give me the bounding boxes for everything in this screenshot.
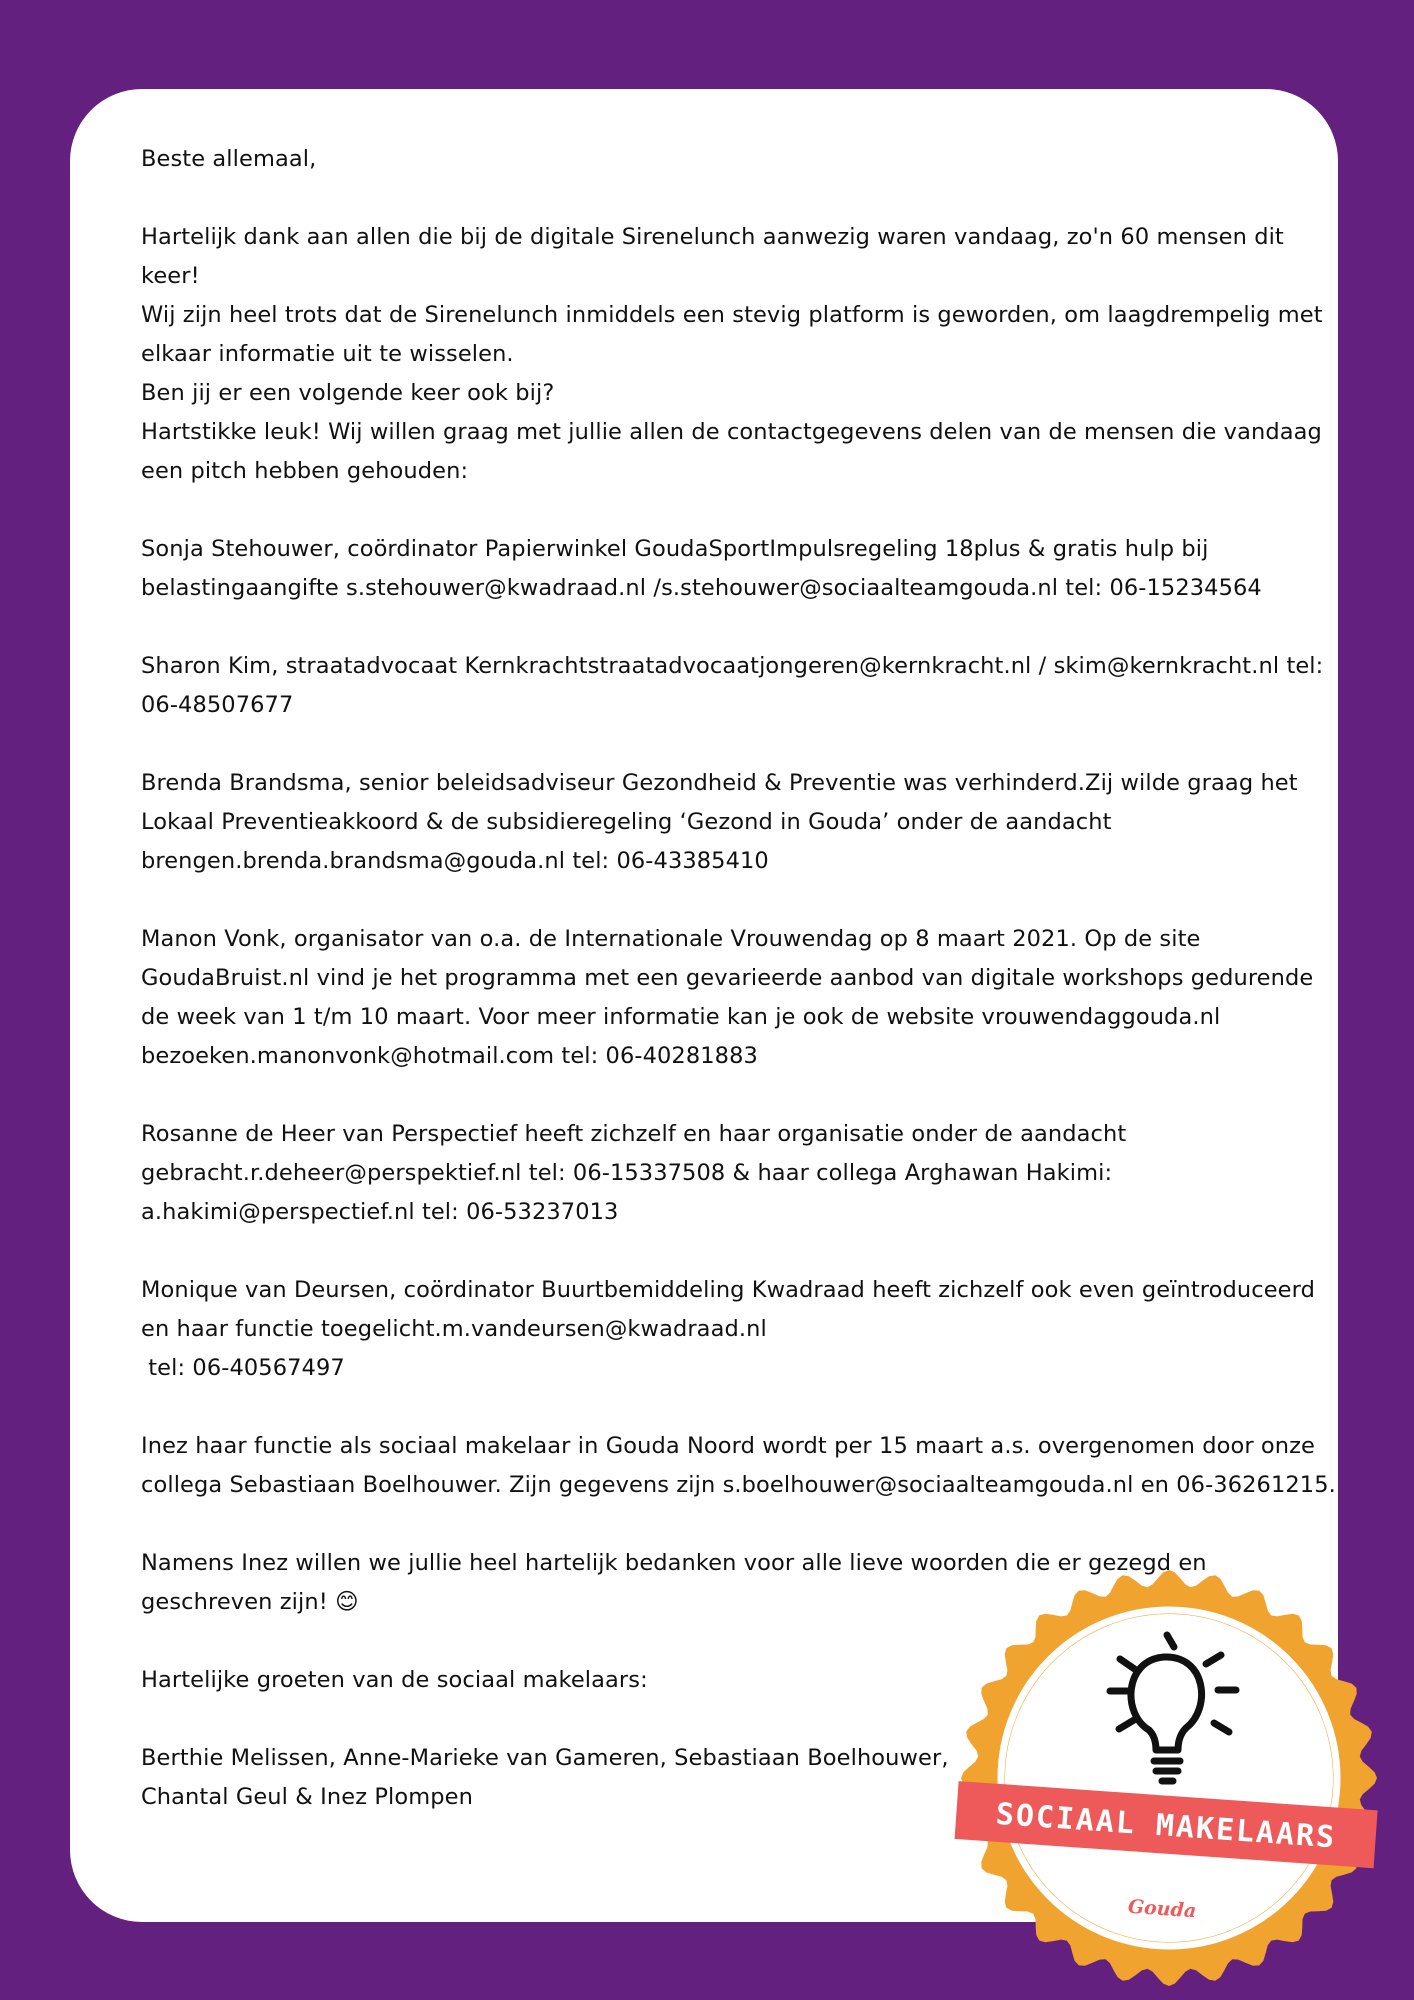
sociaal-makelaars-badge [944, 1560, 1384, 1990]
pitch-rosanne: Rosanne de Heer van Perspectief heeft zichzelf en haar organisatie onder de aandacht gebracht.r.deheer@perspektief.nl tel: 06-15337508 & haar collega Arghawan Hakimi: a.hakimi@perspectief.nl tel: 06-53237013 [141, 1121, 1127, 1225]
pitch-sharon: Sharon Kim, straatadvocaat Kernkrachtstraatadvocaatjongeren@kernkracht.nl / skim@kernkracht.nl tel: 06-48507677 [141, 653, 1324, 718]
pitch-monique [141, 1271, 1341, 1388]
pitch-manon: Manon Vonk, organisator van o.a. de Internationale Vrouwendag op 8 maart 2021. Op de site GoudaBruist.nl vind je het programma met een gevarieerde aanbod van digitale workshops gedurende de week van 1 t/m 10 maart. Voor meer informatie kan je ook de website vrouwendaggouda.nl bezoeken.manonvonk@hotmail.com tel: 06-40281883 [141, 926, 1314, 1069]
intro-line: Ben jij er een volgende keer ook bij? [141, 380, 555, 406]
pitch-sonja: Sonja Stehouwer, coördinator Papierwinkel GoudaSportImpulsregeling 18plus & gratis hulp bij belastingaangifte s.stehouwer@kwadraad.nl /s.stehouwer@sociaalteamgouda.nl tel: 06-15234564 [141, 536, 1262, 601]
thanks-paragraph: Namens Inez willen we jullie heel hartelijk bedanken voor alle lieve woorden die er gezegd en geschreven zijn! 😊 [141, 1550, 1207, 1615]
pitch-brenda: Brenda Brandsma, senior beleidsadviseur Gezondheid & Preventie was verhinderd.Zij wilde graag het Lokaal Preventieakkoord & de subsidieregeling ‘Gezond in Gouda’ onder de aandacht brengen.brenda.brandsma@gouda.nl tel: 06-43385410 [141, 770, 1298, 874]
greeting: Beste allemaal, [141, 146, 317, 172]
badge-subtitle: Gouda [1127, 1895, 1197, 1923]
monique-line: Monique van Deursen, coördinator Buurtbemiddeling Kwadraad heeft zichzelf ook even geïntroduceerd en haar functie toegelicht.m.vandeursen@kwadraad.nl [141, 1277, 1315, 1342]
signature-line: Chantal Geul & Inez Plompen [141, 1784, 473, 1810]
intro-paragraph [141, 218, 1341, 491]
signature-line: Berthie Melissen, Anne-Marieke van Gameren, Sebastiaan Boelhouwer, [141, 1745, 949, 1771]
monique-phone: tel: 06-40567497 [141, 1355, 345, 1381]
intro-line: Hartstikke leuk! Wij willen graag met jullie allen de contactgegevens delen van de mensen die vandaag een pitch hebben gehouden: [141, 419, 1322, 484]
inez-paragraph: Inez haar functie als sociaal makelaar in Gouda Noord wordt per 15 maart a.s. overgenomen door onze collega Sebastiaan Boelhouwer. Zijn gegevens zijn s.boelhouwer@sociaalteamgouda.nl en 06-36261215. [141, 1433, 1336, 1498]
intro-line: Hartelijk dank aan allen die bij de digitale Sirenelunch aanwezig waren vandaag, zo'n 60 mensen dit keer! [141, 224, 1284, 289]
closing-line: Hartelijke groeten van de sociaal makelaars: [141, 1667, 648, 1693]
badge-title: SOCIAAL MAKELAARS [994, 1796, 1338, 1856]
intro-line: Wij zijn heel trots dat de Sirenelunch inmiddels een stevig platform is geworden, om laagdrempelig met elkaar informatie uit te wisselen. [141, 302, 1323, 367]
